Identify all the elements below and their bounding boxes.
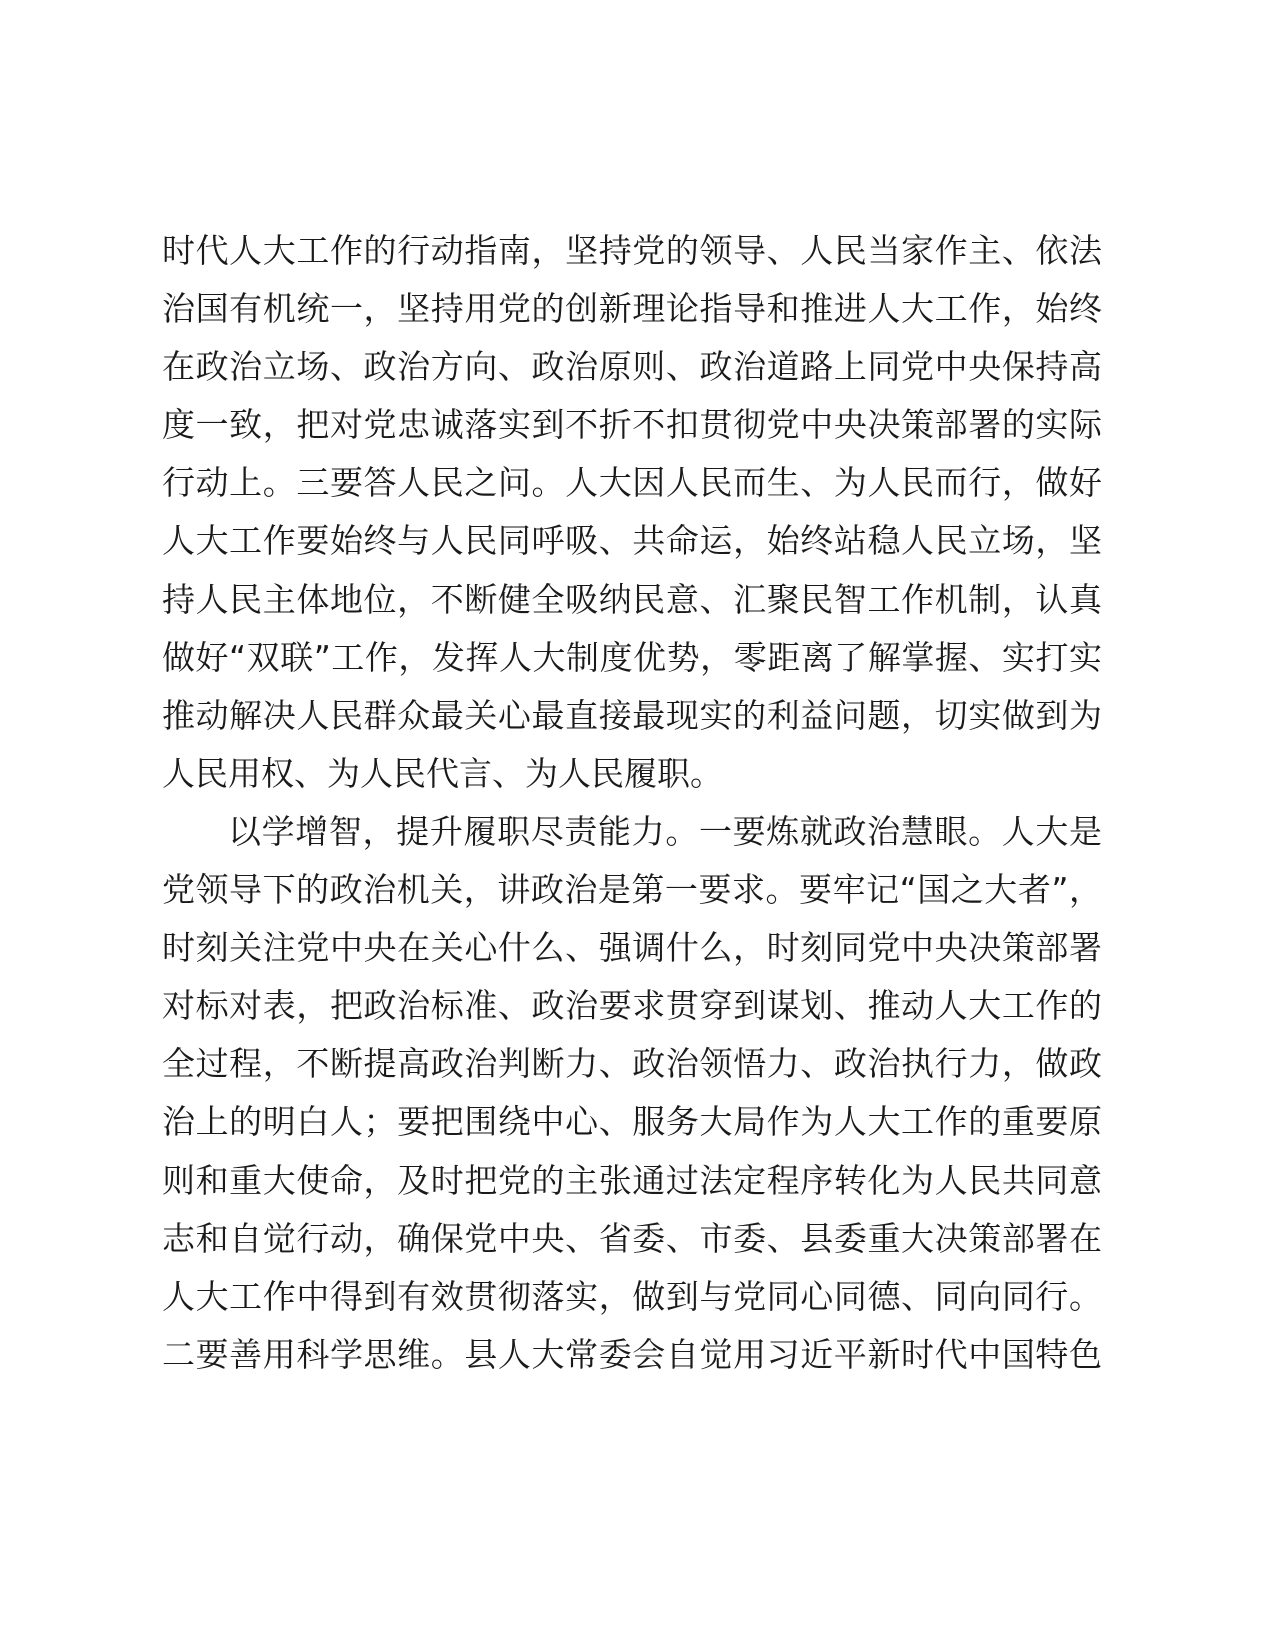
text-line: 二要善用科学思维。县人大常委会自觉用习近平新时代中国特色 — [162, 1334, 1102, 1374]
text-line: 对标对表，把政治标准、政治要求贯穿到谋划、推动人大工作的 — [162, 986, 1102, 1026]
text-line: 度一致，把对党忠诚落实到不折不扣贯彻党中央决策部署的实际 — [162, 405, 1102, 445]
text-line: 时刻关注党中央在关心什么、强调什么，时刻同党中央决策部署 — [162, 928, 1102, 968]
text-line: 则和重大使命，及时把党的主张通过法定程序转化为人民共同意 — [162, 1160, 1102, 1200]
text-line: 时代人大工作的行动指南，坚持党的领导、人民当家作主、依法 — [162, 231, 1102, 270]
text-line: 全过程，不断提高政治判断力、政治领悟力、政治执行力，做政 — [162, 1044, 1102, 1084]
text-line: 推动解决人民群众最关心最直接最现实的利益问题，切实做到为 — [162, 695, 1102, 735]
text-line: 做好“双联”工作，发挥人大制度优势，零距离了解掌握、实打实 — [162, 637, 1102, 677]
text-line: 在政治立场、政治方向、政治原则、政治道路上同党中央保持高 — [162, 347, 1102, 387]
text-line: 志和自觉行动，确保党中央、省委、市委、县委重大决策部署在 — [162, 1218, 1102, 1258]
text-line: 以学增智，提升履职尽责能力。一要炼就政治慧眼。人大是 — [228, 811, 1102, 851]
text-line: 人大工作中得到有效贯彻落实，做到与党同心同德、同向同行。 — [162, 1276, 1102, 1316]
text-line: 行动上。三要答人民之问。人大因人民而生、为人民而行，做好 — [162, 463, 1102, 503]
text-line: 持人民主体地位，不断健全吸纳民意、汇聚民智工作机制，认真 — [162, 579, 1102, 619]
text-line: 治上的明白人；要把围绕中心、服务大局作为人大工作的重要原 — [162, 1102, 1102, 1142]
text-line: 人大工作要始终与人民同呼吸、共命运，始终站稳人民立场，坚 — [162, 521, 1102, 561]
text-line: 人民用权、为人民代言、为人民履职。 — [162, 753, 723, 793]
text-line: 治国有机统一，坚持用党的创新理论指导和推进人大工作，始终 — [162, 289, 1102, 329]
body-text — [162, 222, 1102, 1384]
text-line: 党领导下的政治机关，讲政治是第一要求。要牢记“国之大者”， — [162, 870, 1102, 910]
